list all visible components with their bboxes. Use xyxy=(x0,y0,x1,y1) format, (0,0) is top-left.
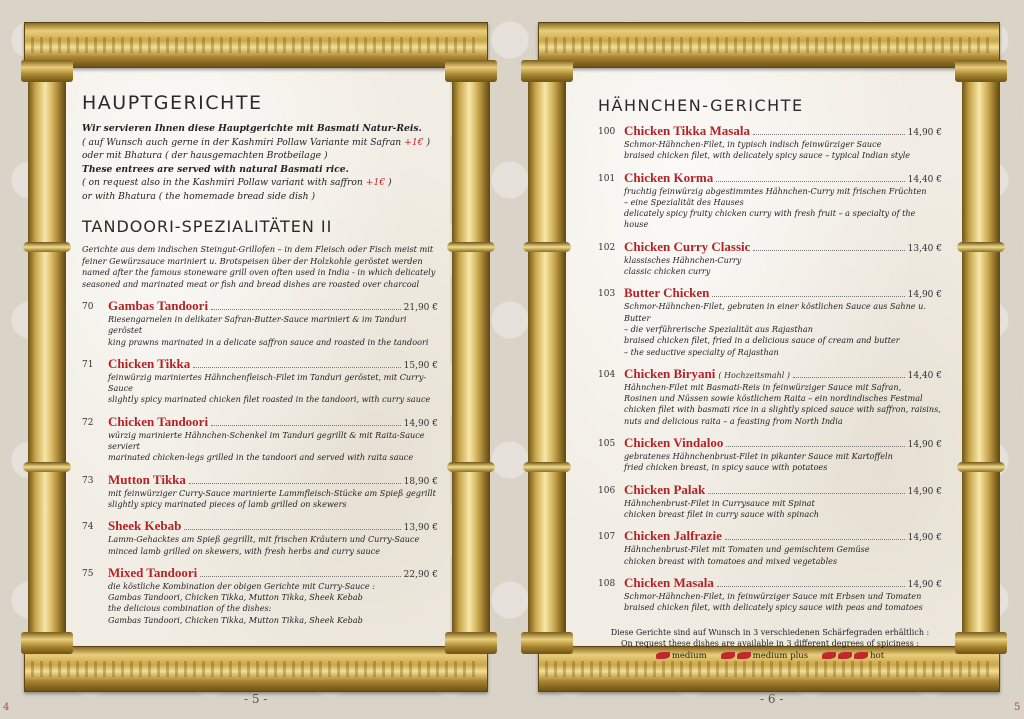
item-price: 13,90 € xyxy=(403,523,438,534)
item-name: Butter Chicken xyxy=(624,285,710,301)
leader-dots xyxy=(211,309,401,310)
item-number: 106 xyxy=(598,485,616,496)
item-title-line xyxy=(108,518,438,534)
leader-dots xyxy=(725,539,905,540)
item-description: Lamm-Gehacktes am Spieß gegrillt, mit frischen Kräutern und Curry-Sauce xyxy=(108,534,420,545)
item-description: Schmor-Hähnchen-Filet, in typisch indisch feinwürziger Sauce xyxy=(624,139,882,149)
spice-level: medium xyxy=(656,651,707,661)
item-description: Rosinen und Nüssen sowie köstlichem Raita – ein nordindisches Festmal xyxy=(624,393,923,404)
item-description: Riesengarnelen in delikater Safran-Butter-Sauce mariniert & im Tanduri geröstet xyxy=(108,314,407,336)
item-description: – eine Spezialität des Hauses xyxy=(624,196,744,207)
golden-pillar-right xyxy=(452,62,490,652)
item-number: 72 xyxy=(82,417,94,428)
description-line: named after the famous stoneware grill oven often used in India - in which delicately xyxy=(82,267,436,277)
item-title-line xyxy=(108,356,438,372)
item-title-line xyxy=(624,285,942,301)
item-description: slightly spicy marinated chicken filet roasted in the tandoori, with curry sauce xyxy=(108,394,431,405)
item-title-line xyxy=(624,170,942,186)
menu-item xyxy=(598,170,942,231)
item-number: 75 xyxy=(82,568,94,579)
chili-icon xyxy=(721,652,735,659)
menu-item xyxy=(598,123,942,162)
intro-line: ( on request also in the Kashmiri Pollaw variant with saffron +1€ ) xyxy=(82,177,392,188)
leader-dots xyxy=(717,586,905,587)
leader-dots xyxy=(753,250,904,251)
page-number: - 5 - xyxy=(244,692,268,706)
corner-page-number: 5 xyxy=(1014,702,1021,713)
section-title: HÄHNCHEN-GERICHTE xyxy=(598,96,804,115)
item-number: 105 xyxy=(598,439,616,450)
chili-icon xyxy=(838,652,852,659)
item-description: braised chicken filet, fried in a delicious sauce of cream and butter xyxy=(624,335,900,346)
menu-item xyxy=(598,482,942,521)
menu-item xyxy=(82,356,438,406)
description-line: Gerichte aus dem indischen Steingut-Grillofen – in dem Fleisch oder Fisch meist mit xyxy=(82,244,434,254)
item-price: 14,90 € xyxy=(403,418,438,429)
item-description: Gambas Tandoori, Chicken Tikka, Mutton Tikka, Sheek Kebab xyxy=(108,614,363,625)
item-name: Chicken Tikka xyxy=(108,355,191,371)
item-number: 73 xyxy=(82,475,94,486)
item-price: 14,90 € xyxy=(907,533,942,544)
item-title-line xyxy=(108,565,438,581)
item-title-line xyxy=(624,239,942,255)
item-description: gebratenes Hähnchenbrust-Filet in pikanter Sauce mit Kartoffeln xyxy=(624,451,893,462)
item-title-line xyxy=(108,298,438,314)
menu-item xyxy=(598,285,942,357)
menu-item xyxy=(598,528,942,567)
item-description: minced lamb grilled on skewers, with fresh herbs and curry sauce xyxy=(108,545,381,556)
item-name: Sheek Kebab xyxy=(108,518,182,534)
menu-item xyxy=(598,239,942,278)
item-price: 14,40 € xyxy=(907,174,942,185)
leader-dots xyxy=(184,529,400,530)
menu-item xyxy=(82,472,438,511)
item-description: chicken breast filet in curry sauce with spinach xyxy=(624,508,819,519)
chili-icon xyxy=(854,652,868,659)
item-description: braised chicken filet, with delicately spicy sauce – typical Indian style xyxy=(624,150,911,161)
tandoori-description xyxy=(82,244,438,290)
item-note: ( Hochzeitsmahl ) xyxy=(718,370,791,380)
subsection-title: TANDOORI-SPEZIALITÄTEN II xyxy=(82,217,333,236)
item-number: 70 xyxy=(82,302,94,312)
item-number: 102 xyxy=(598,242,616,253)
item-description: würzig marinierte Hähnchen-Schenkel im Tanduri gegrillt & mit Raita-Sauce serviert xyxy=(108,429,425,452)
item-number: 103 xyxy=(598,289,616,300)
item-description: klassisches Hähnchen-Curry xyxy=(624,254,742,265)
item-description: braised chicken filet, with delicately spicy sauce with peas and tomatoes xyxy=(624,602,923,613)
item-name: Chicken Tikka Masala xyxy=(624,123,750,138)
leader-dots xyxy=(716,181,904,182)
intro-line: oder mit Bhatura ( der hausgemachten Brotbeilage ) xyxy=(82,150,328,161)
section-title: HAUPTGERICHTE xyxy=(82,92,263,114)
item-price: 15,90 € xyxy=(403,360,438,371)
item-name: Chicken Tandoori xyxy=(108,413,209,429)
leader-dots xyxy=(193,367,400,368)
item-description: fried chicken breast, in spicy sauce with potatoes xyxy=(624,462,828,473)
item-name: Chicken Palak xyxy=(624,481,706,497)
leader-dots xyxy=(793,377,905,378)
spice-level: medium plus xyxy=(721,651,808,661)
item-description: classic chicken curry xyxy=(624,266,711,277)
item-number: 107 xyxy=(598,532,616,543)
chili-icon xyxy=(737,652,751,659)
item-number: 108 xyxy=(598,578,616,589)
item-number: 74 xyxy=(82,522,94,533)
leader-dots xyxy=(211,425,401,426)
item-price: 13,40 € xyxy=(907,243,942,254)
menu-item xyxy=(598,366,942,427)
spice-legend xyxy=(598,651,942,661)
item-number: 104 xyxy=(598,369,616,380)
item-number: 71 xyxy=(82,359,94,370)
leader-dots xyxy=(189,483,401,484)
menu-item xyxy=(82,298,438,348)
item-price: 14,90 € xyxy=(907,128,942,138)
item-number: 100 xyxy=(598,127,616,137)
item-description: fruchtig feinwürzig abgestimmtes Hähnchen-Curry mit frischen Früchten xyxy=(624,185,927,196)
item-price: 18,90 € xyxy=(403,476,438,487)
spice-note-en: On request these dishes are available in 3 different degrees of spiciness : xyxy=(620,639,920,649)
menu-item xyxy=(598,435,942,474)
item-title-line xyxy=(624,482,942,498)
leader-dots xyxy=(726,446,904,447)
corner-page-number: 4 xyxy=(3,702,10,713)
leader-dots xyxy=(753,134,905,135)
item-title-line xyxy=(108,414,438,430)
item-description: delicately spicy fruity chicken curry with fresh fruit – a specialty of the house xyxy=(624,208,916,230)
item-price: 14,90 € xyxy=(907,440,942,451)
item-description: Hähnchenbrust-Filet mit Tomaten und gemischtem Gemüse xyxy=(624,544,870,555)
golden-pillar-right xyxy=(962,62,1000,652)
item-title-line xyxy=(108,472,438,488)
item-title-line xyxy=(624,528,942,544)
menu-item xyxy=(82,518,438,557)
golden-frame-top xyxy=(538,22,1000,68)
item-description: Schmor-Hähnchen-Filet, gebraten in einer köstlichen Sauce aus Sahne u. Butter xyxy=(624,301,926,323)
item-price: 14,90 € xyxy=(907,486,942,497)
intro-line: Wir servieren Ihnen diese Hauptgerichte mit Basmati Natur-Reis. xyxy=(82,123,422,134)
spice-note-de: Diese Gerichte sind auf Wunsch in 3 verschiedenen Schärfegraden erhältlich : xyxy=(610,628,930,638)
left-content xyxy=(82,92,438,626)
menu-list xyxy=(598,123,942,613)
item-description: king prawns marinated in a delicate saffron sauce and roasted in the tandoori xyxy=(108,336,429,347)
item-description: nuts and delicious raita – a feasting from North India xyxy=(624,415,843,426)
chili-icon xyxy=(822,652,836,659)
intro-text xyxy=(82,122,438,203)
description-line: feiner Gewürzsauce mariniert u. Brotspeisen über der Holzkohle geröstet werden xyxy=(82,255,423,266)
item-name: Chicken Korma xyxy=(624,169,714,185)
page-number: - 6 - xyxy=(760,692,784,706)
leader-dots xyxy=(200,576,400,577)
right-content xyxy=(598,96,942,661)
item-description: Gambas Tandoori, Chicken Tikka, Mutton Tikka, Sheek Kebab xyxy=(108,592,363,603)
item-name: Chicken Curry Classic xyxy=(624,238,751,254)
item-number: 101 xyxy=(598,173,616,184)
item-title-line xyxy=(624,435,942,451)
golden-frame-top xyxy=(24,22,488,68)
item-name: Chicken Masala xyxy=(624,574,714,590)
item-price: 21,90 € xyxy=(403,303,438,313)
intro-line: or with Bhatura ( the homemade bread side dish ) xyxy=(82,190,316,202)
intro-line: These entrees are served with natural Basmati rice. xyxy=(82,163,349,175)
leader-dots xyxy=(712,296,904,297)
item-description: Hähnchen-Filet mit Basmati-Reis in feinwürziger Sauce mit Safran, xyxy=(624,381,902,392)
item-name: Chicken Vindaloo xyxy=(624,435,724,451)
item-price: 14,90 € xyxy=(907,579,942,590)
item-description: the delicious combination of the dishes: xyxy=(108,603,272,614)
item-name: Chicken Jalfrazie xyxy=(624,528,722,544)
description-line: seasoned and marinated meat or fish and bread dishes are roasted over charcoal xyxy=(82,278,420,289)
item-description: chicken filet with basmati rice in a slightly spiced sauce with saffron, raisins, xyxy=(624,404,941,415)
item-description: feinwürzig mariniertes Hähnchenfleisch-Filet im Tanduri geröstet, mit Curry-Sauce xyxy=(108,371,427,394)
menu-item xyxy=(82,565,438,626)
item-description: – die verführerische Spezialität aus Rajasthan xyxy=(624,323,813,334)
item-name: Mutton Tikka xyxy=(108,471,186,487)
spice-level: hot xyxy=(822,651,884,661)
golden-pillar-left xyxy=(28,62,66,652)
golden-pillar-left xyxy=(528,62,566,652)
item-title-line xyxy=(624,123,942,139)
item-name: Gambas Tandoori xyxy=(108,298,209,313)
item-description: chicken breast with tomatoes and mixed vegetables xyxy=(624,555,838,566)
leader-dots xyxy=(708,493,904,494)
item-name: Chicken Biryani xyxy=(624,365,716,381)
item-name: Mixed Tandoori xyxy=(108,564,198,580)
menu-list xyxy=(82,298,438,626)
item-description: marinated chicken-legs grilled in the tandoori and served with raita sauce xyxy=(108,452,414,463)
spice-note xyxy=(598,627,942,649)
item-title-line xyxy=(624,575,942,591)
chili-icon xyxy=(656,652,670,659)
item-price: 14,40 € xyxy=(907,370,942,381)
item-description: Schmor-Hähnchen-Filet, in feinwürziger Sauce mit Erbsen und Tomaten xyxy=(624,590,922,601)
item-price: 14,90 € xyxy=(907,290,942,301)
intro-line: ( auf Wunsch auch gerne in der Kashmiri Pollaw Variante mit Safran +1€ ) xyxy=(82,136,431,148)
item-price: 22,90 € xyxy=(403,569,438,580)
item-description: die köstliche Kombination der obigen Gerichte mit Curry-Sauce : xyxy=(108,580,375,591)
item-description: Hähnchenbrust-Filet in Currysauce mit Spinat xyxy=(624,497,815,508)
item-description: mit feinwürziger Curry-Sauce marinierte Lammfleisch-Stücke am Spieß gegrillt xyxy=(108,487,436,498)
menu-item xyxy=(598,575,942,614)
item-description: – the seductive specialty of Rajasthan xyxy=(624,346,779,357)
golden-frame-bottom xyxy=(24,646,488,692)
menu-item xyxy=(82,414,438,464)
item-title-line xyxy=(624,366,942,382)
item-description: slightly spicy marinated pieces of lamb grilled on skewers xyxy=(108,498,347,509)
